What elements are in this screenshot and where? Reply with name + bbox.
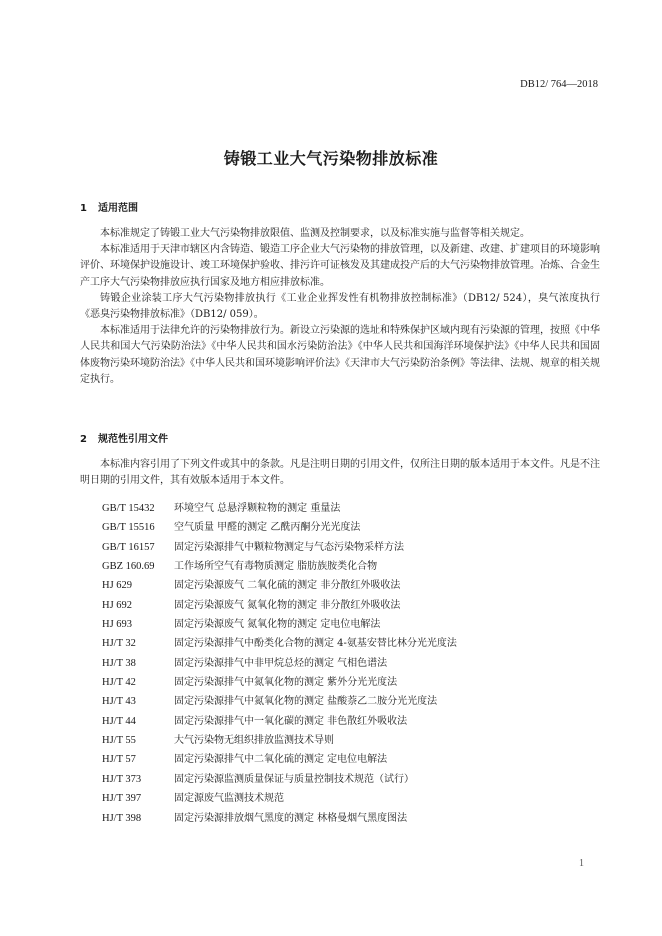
reference-item [102, 809, 457, 828]
reference-item [102, 538, 457, 557]
reference-code: GBZ 160.69 [102, 561, 155, 573]
reference-item [102, 557, 457, 576]
reference-code: HJ 693 [102, 619, 133, 631]
reference-code: HJ 629 [102, 580, 133, 592]
page-number: 1 [579, 858, 584, 869]
reference-title: 环境空气 总悬浮颗粒物的测定 重量法 [174, 503, 341, 514]
reference-code: HJ/T 57 [102, 754, 136, 766]
reference-code: GB/T 16157 [102, 541, 155, 553]
reference-title: 空气质量 甲醛的测定 乙酰丙酮分光光度法 [174, 522, 361, 534]
reference-code: HJ/T 32 [102, 638, 136, 650]
reference-code: HJ/T 38 [102, 657, 136, 669]
reference-code: HJ/T 373 [102, 773, 142, 785]
section-1-body [80, 226, 600, 388]
reference-code: HJ 692 [102, 599, 133, 611]
section-1-heading [80, 199, 138, 214]
section-2-number: 2 [80, 434, 87, 445]
reference-item [102, 634, 457, 653]
section-2-paragraph: 本标准内容引用了下列文件或其中的条款。凡是注明日期的引用文件，仅所注日期的版本适用于本文件。凡是不注明日期的引用文件，其有效版本适用于本文件。 [80, 459, 600, 487]
reference-title: 固定污染源排气中二氧化硫的测定 定电位电解法 [174, 754, 388, 766]
section-1-paragraph: 铸锻企业涂装工序大气污染物排放执行《工业企业挥发性有机物排放控制标准》（DB12/ 524），臭气浓度执行《恶臭污染物排放标准》（DB12/ 059）。 [80, 292, 600, 321]
reference-item [102, 615, 457, 634]
reference-title: 固定污染源废气 二氧化硫的测定 非分散红外吸收法 [174, 580, 401, 592]
reference-title: 固定污染源排气中一氧化碳的测定 非色散红外吸收法 [174, 715, 408, 727]
reference-title: 固定污染源排气中氮氧化物的测定 盐酸萘乙二胺分光光度法 [174, 696, 438, 708]
section-2-body [80, 457, 600, 489]
reference-title: 固定污染源监测质量保证与质量控制技术规范（试行） [174, 773, 414, 785]
reference-list [102, 499, 457, 828]
standard-number: DB12/ 764—2018 [520, 79, 598, 90]
section-1-paragraph: 本标准适用于法律允许的污染物排放行为。新设立污染源的选址和特殊保护区域内现有污染源的管理，按照《中华人民共和国大气污染防治法》《中华人民共和国水污染防治法》《中华人民共和国海洋环境保护法》《中华人民共和国固体废物污染环境防治法》《中华人民共和国环境影响评价法》《天津市大气污染防治条例》等法律、法规、规章的相关规定执行。 [80, 325, 600, 385]
reference-title: 固定污染源排气中氮氧化物的测定 紫外分光光度法 [174, 677, 398, 689]
reference-item [102, 654, 457, 673]
reference-code: HJ/T 397 [102, 793, 142, 805]
reference-item [102, 518, 457, 537]
reference-title: 固定污染源排气中颗粒物测定与气态污染物采样方法 [174, 541, 404, 553]
reference-title: 大气污染物无组织排放监测技术导则 [174, 735, 334, 747]
reference-item [102, 692, 457, 711]
reference-item [102, 750, 457, 769]
reference-code: GB/T 15516 [102, 522, 155, 534]
reference-title: 固定污染源排气中非甲烷总烃的测定 气相色谱法 [174, 657, 388, 669]
reference-item [102, 789, 457, 808]
reference-title: 固定污染源排气中酚类化合物的测定 4-氨基安替比林分光光度法 [174, 638, 457, 650]
reference-title: 固定源废气监测技术规范 [174, 793, 284, 805]
section-1-paragraph: 本标准适用于天津市辖区内含铸造、锻造工序企业大气污染物的排放管理，以及新建、改建、扩建项目的环境影响评价、环境保护设施设计、竣工环境保护验收、排污许可证核发及其建成投产后的大气污染物排放管理。冶炼、合金生产工序大气污染物排放应执行国家及地方相应排放标准。 [80, 244, 600, 288]
reference-title: 固定污染源排放烟气黑度的测定 林格曼烟气黑度图法 [174, 812, 408, 824]
document-title: 铸锻工业大气污染物排放标准 [223, 149, 439, 168]
reference-item [102, 596, 457, 615]
reference-code: HJ/T 42 [102, 677, 136, 689]
section-2-heading [80, 430, 168, 445]
reference-code: HJ/T 55 [102, 735, 136, 747]
reference-code: GB/T 15432 [102, 503, 155, 514]
section-2-title: 规范性引用文件 [98, 434, 168, 445]
section-1-paragraph: 本标准规定了铸锻工业大气污染物排放限值、监测及控制要求，以及标准实施与监督等相关规定。 [100, 228, 530, 239]
reference-code: HJ/T 43 [102, 696, 136, 708]
reference-title: 固定污染源废气 氮氧化物的测定 定电位电解法 [174, 619, 381, 631]
section-1-number: 1 [80, 203, 87, 214]
reference-code: HJ/T 398 [102, 812, 142, 824]
reference-item [102, 770, 457, 789]
reference-title: 固定污染源废气 氮氧化物的测定 非分散红外吸收法 [174, 599, 401, 611]
section-1-title: 适用范围 [98, 203, 138, 214]
reference-item [102, 499, 457, 518]
reference-item [102, 576, 457, 595]
reference-code: HJ/T 44 [102, 715, 136, 727]
reference-item [102, 731, 457, 750]
reference-item [102, 673, 457, 692]
reference-title: 工作场所空气有毒物质测定 脂肪族胺类化合物 [174, 561, 378, 573]
reference-item [102, 712, 457, 731]
